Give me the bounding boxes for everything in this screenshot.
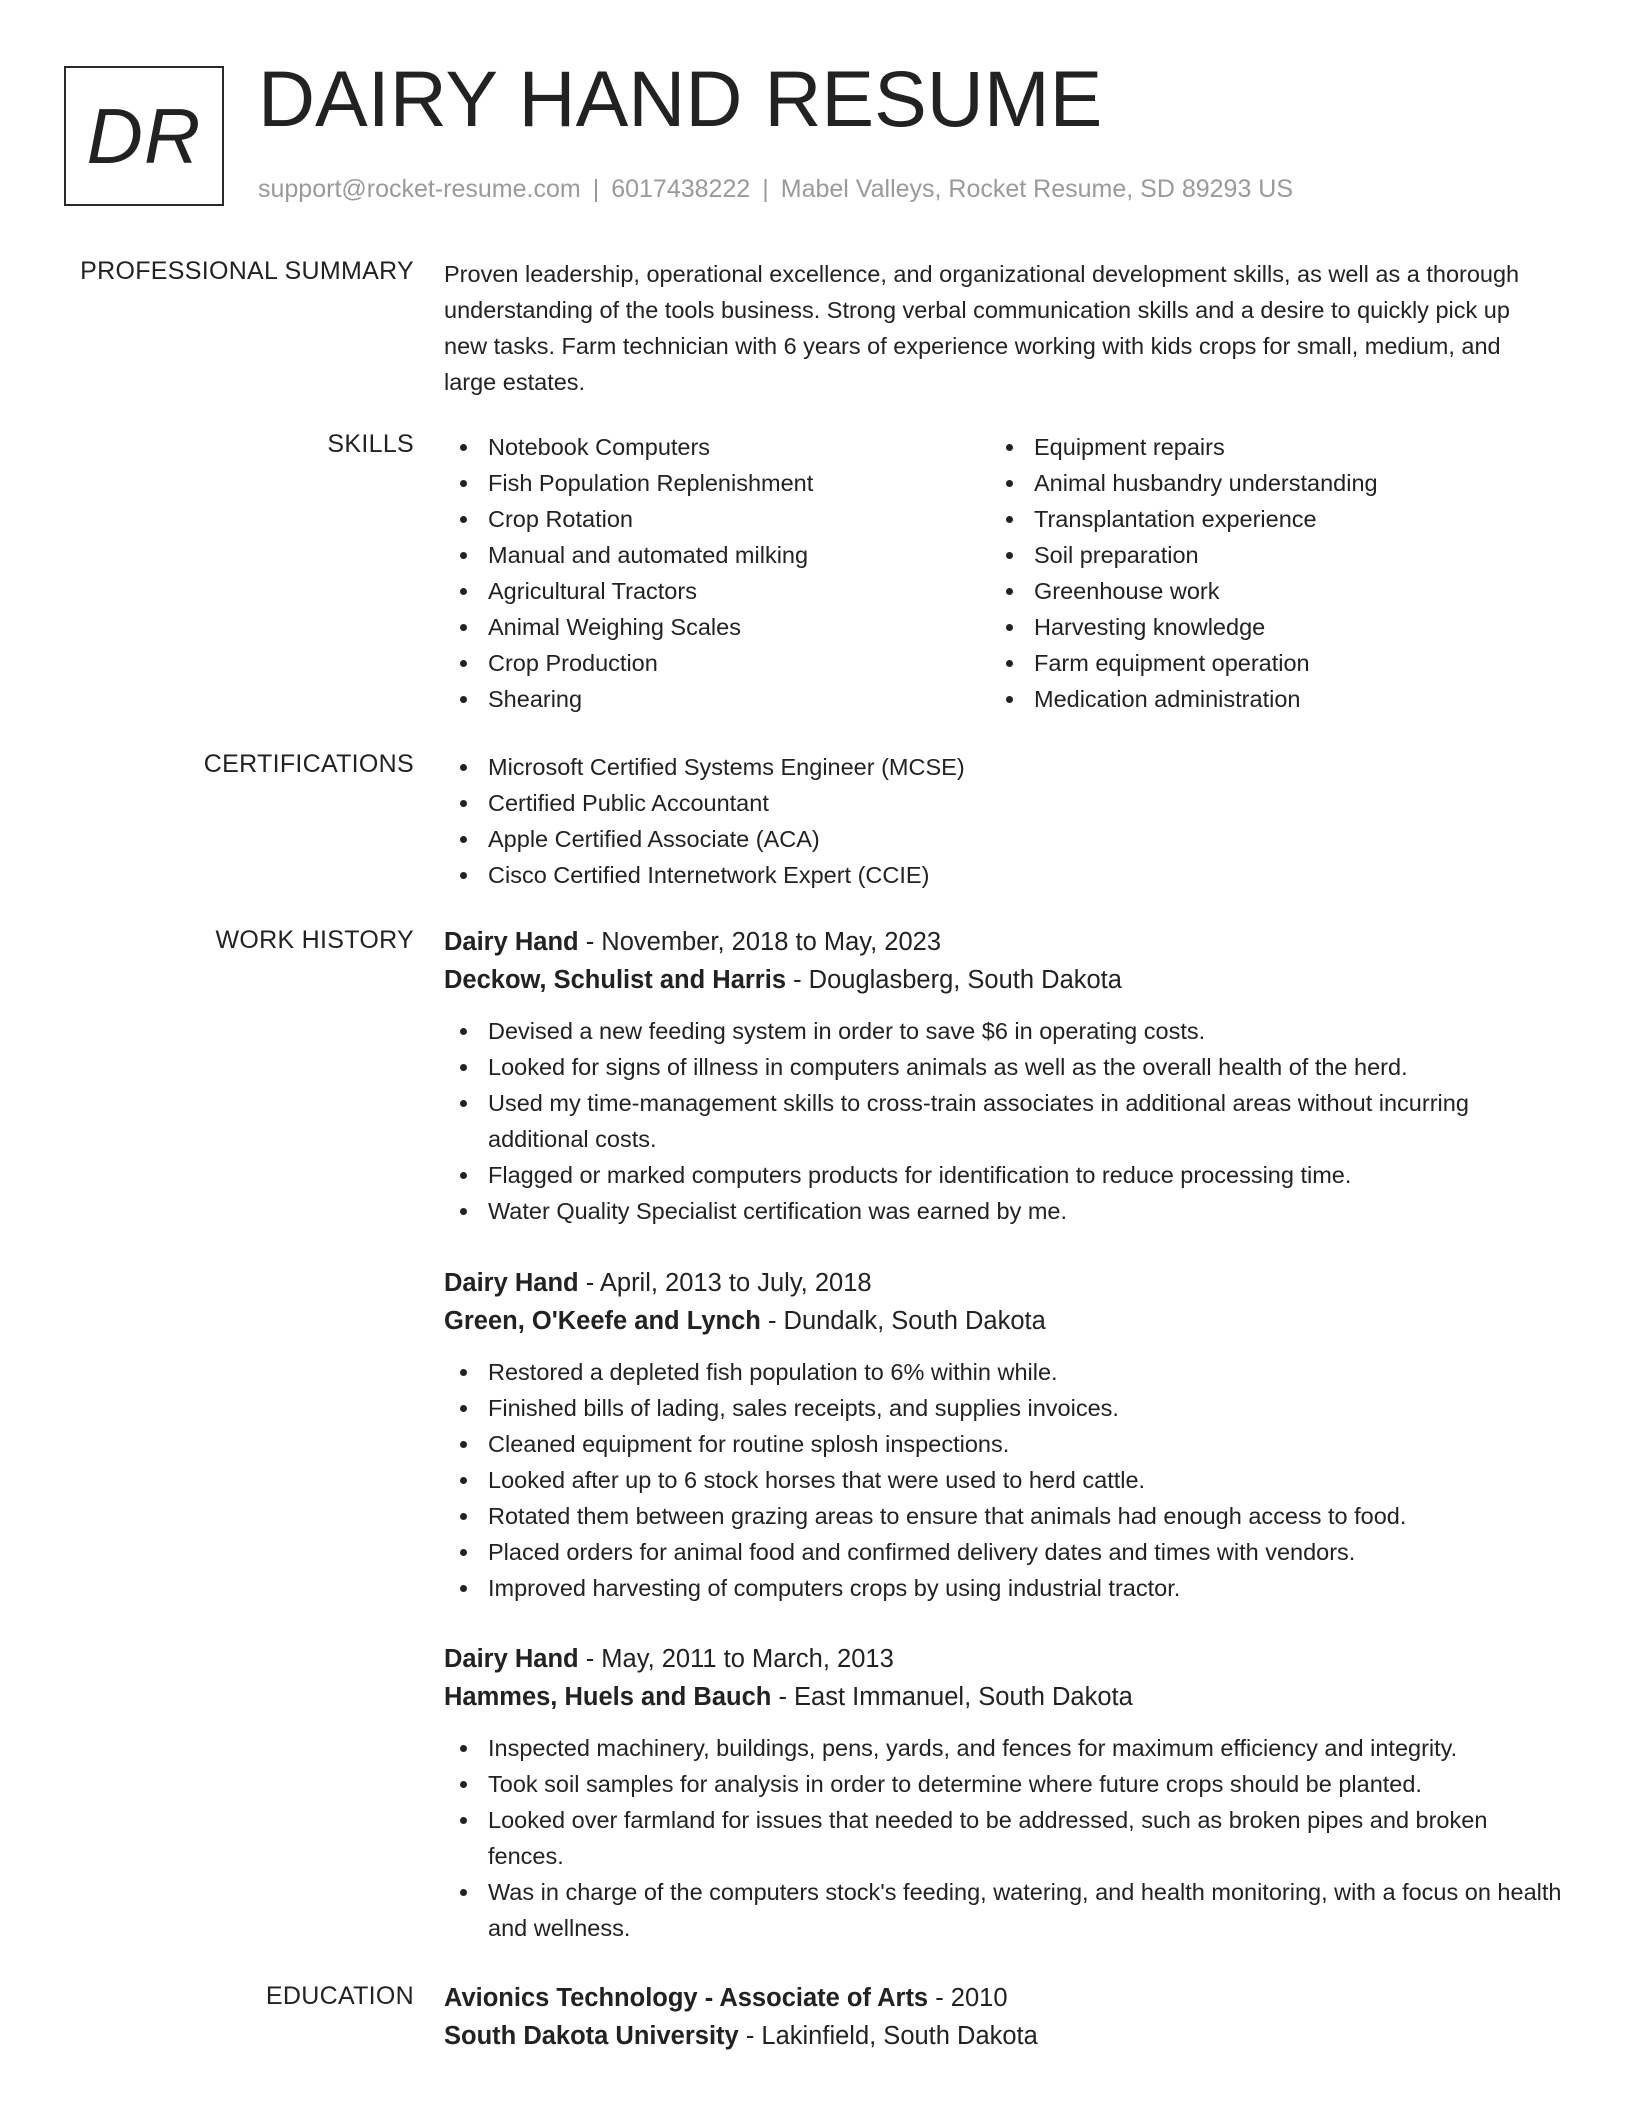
contact-email: support@rocket-resume.com [258, 175, 581, 203]
skill-item: Crop Production [444, 645, 990, 681]
skills-column-right [990, 429, 1536, 717]
job-location: - East Immanuel, South Dakota [771, 1683, 1133, 1711]
job-duty: Looked for signs of illness in computers animals as well as the overall health of the herd. [444, 1049, 1564, 1085]
skill-item: Farm equipment operation [990, 645, 1536, 681]
monogram-initials: DR [86, 91, 202, 180]
job-duty: Finished bills of lading, sales receipts, and supplies invoices. [444, 1390, 1564, 1426]
job-duty: Inspected machinery, buildings, pens, yards, and fences for maximum efficiency and integrity. [444, 1730, 1564, 1766]
skill-item: Agricultural Tractors [444, 573, 990, 609]
job-duties [444, 1730, 1564, 1946]
skill-item: Harvesting knowledge [990, 609, 1536, 645]
certifications-label: CERTIFICATIONS [203, 750, 414, 778]
job-company-line [444, 1678, 1564, 1716]
education-year: - 2010 [928, 1984, 1008, 2012]
job-duty: Used my time-management skills to cross-train associates in additional areas without incurring additional costs. [444, 1085, 1564, 1157]
certifications-list [444, 749, 1564, 893]
job-entry [444, 923, 1564, 1229]
job-duty: Rotated them between grazing areas to ensure that animals had enough access to food. [444, 1498, 1564, 1534]
job-dates: - November, 2018 to May, 2023 [578, 928, 942, 956]
page-title: DAIRY HAND RESUME [258, 54, 1103, 143]
job-dates: - May, 2011 to March, 2013 [578, 1645, 894, 1673]
skill-item: Crop Rotation [444, 501, 990, 537]
skill-item: Manual and automated milking [444, 537, 990, 573]
job-duty: Cleaned equipment for routine splosh inspections. [444, 1426, 1564, 1462]
skill-item: Notebook Computers [444, 429, 990, 465]
job-duty: Restored a depleted fish population to 6% within while. [444, 1354, 1564, 1390]
skill-item: Shearing [444, 681, 990, 717]
job-company: Hammes, Huels and Bauch [444, 1683, 772, 1711]
education-label: EDUCATION [265, 1982, 414, 2010]
job-duty: Flagged or marked computers products for identification to reduce processing time. [444, 1157, 1564, 1193]
skill-item: Animal Weighing Scales [444, 609, 990, 645]
summary-label: PROFESSIONAL SUMMARY [80, 257, 414, 285]
skill-item: Medication administration [990, 681, 1536, 717]
job-duty: Water Quality Specialist certification was earned by me. [444, 1193, 1564, 1229]
monogram-box [64, 66, 224, 206]
job-entry [444, 1264, 1564, 1606]
education-school-line [444, 2017, 1564, 2055]
job-title: Dairy Hand [444, 1269, 579, 1297]
contact-separator: | [592, 175, 600, 203]
contact-separator: | [762, 175, 769, 203]
education-entry [444, 1979, 1564, 2055]
skill-item: Animal husbandry understanding [990, 465, 1536, 501]
certification-item: Apple Certified Associate (ACA) [444, 821, 1564, 857]
job-duty: Was in charge of the computers stock's feeding, watering, and health monitoring, with a focus on health and wellness. [444, 1874, 1564, 1946]
certification-item: Certified Public Accountant [444, 785, 1564, 821]
skills-column-left [444, 429, 990, 717]
job-duty: Looked over farmland for issues that needed to be addressed, such as broken pipes and broken fences. [444, 1802, 1564, 1874]
education-school: South Dakota University [444, 2022, 739, 2050]
skill-item: Equipment repairs [990, 429, 1536, 465]
skills-label: SKILLS [327, 430, 414, 458]
job-title-line [444, 923, 1564, 961]
job-duties [444, 1354, 1564, 1606]
job-title: Dairy Hand [444, 1645, 579, 1673]
certification-item: Cisco Certified Internetwork Expert (CCIE) [444, 857, 1564, 893]
certification-item: Microsoft Certified Systems Engineer (MCSE) [444, 749, 1564, 785]
skill-item: Transplantation experience [990, 501, 1536, 537]
job-duty: Devised a new feeding system in order to save $6 in operating costs. [444, 1013, 1564, 1049]
job-duty: Improved harvesting of computers crops by using industrial tractor. [444, 1570, 1564, 1606]
skill-item: Soil preparation [990, 537, 1536, 573]
job-location: - Dundalk, South Dakota [760, 1307, 1046, 1335]
job-location: - Douglasberg, South Dakota [786, 966, 1122, 994]
job-entry [444, 1640, 1564, 1946]
job-title-line [444, 1640, 1564, 1678]
job-duty: Placed orders for animal food and confirmed delivery dates and times with vendors. [444, 1534, 1564, 1570]
contact-address: Mabel Valleys, Rocket Resume, SD 89293 US [780, 175, 1294, 203]
education-degree: Avionics Technology - Associate of Arts [444, 1984, 929, 2012]
skill-item: Fish Population Replenishment [444, 465, 990, 501]
education-location: - Lakinfield, South Dakota [738, 2022, 1038, 2050]
skills-list [444, 429, 1564, 717]
job-duties [444, 1013, 1564, 1229]
summary-text: Proven leadership, operational excellence, and organizational development skills, as well as a thorough understanding of the tools business. Strong verbal communication skills and a desire to quickly pick up new tasks. Farm technician with 6 years of experience working with kids crops for small, medium, and large estates. [444, 261, 1520, 395]
work-history-label: WORK HISTORY [215, 926, 414, 954]
job-duty: Took soil samples for analysis in order to determine where future crops should be planted. [444, 1766, 1564, 1802]
education-degree-line [444, 1979, 1564, 2017]
contact-line [258, 175, 1293, 204]
skill-item: Greenhouse work [990, 573, 1536, 609]
contact-phone: 6017438222 [611, 175, 751, 203]
job-company: Deckow, Schulist and Harris [444, 966, 786, 994]
job-company: Green, O'Keefe and Lynch [444, 1307, 761, 1335]
job-dates: - April, 2013 to July, 2018 [578, 1269, 872, 1297]
job-title: Dairy Hand [444, 928, 579, 956]
job-title-line [444, 1264, 1564, 1302]
job-company-line [444, 1302, 1564, 1340]
job-duty: Looked after up to 6 stock horses that were used to herd cattle. [444, 1462, 1564, 1498]
job-company-line [444, 961, 1564, 999]
